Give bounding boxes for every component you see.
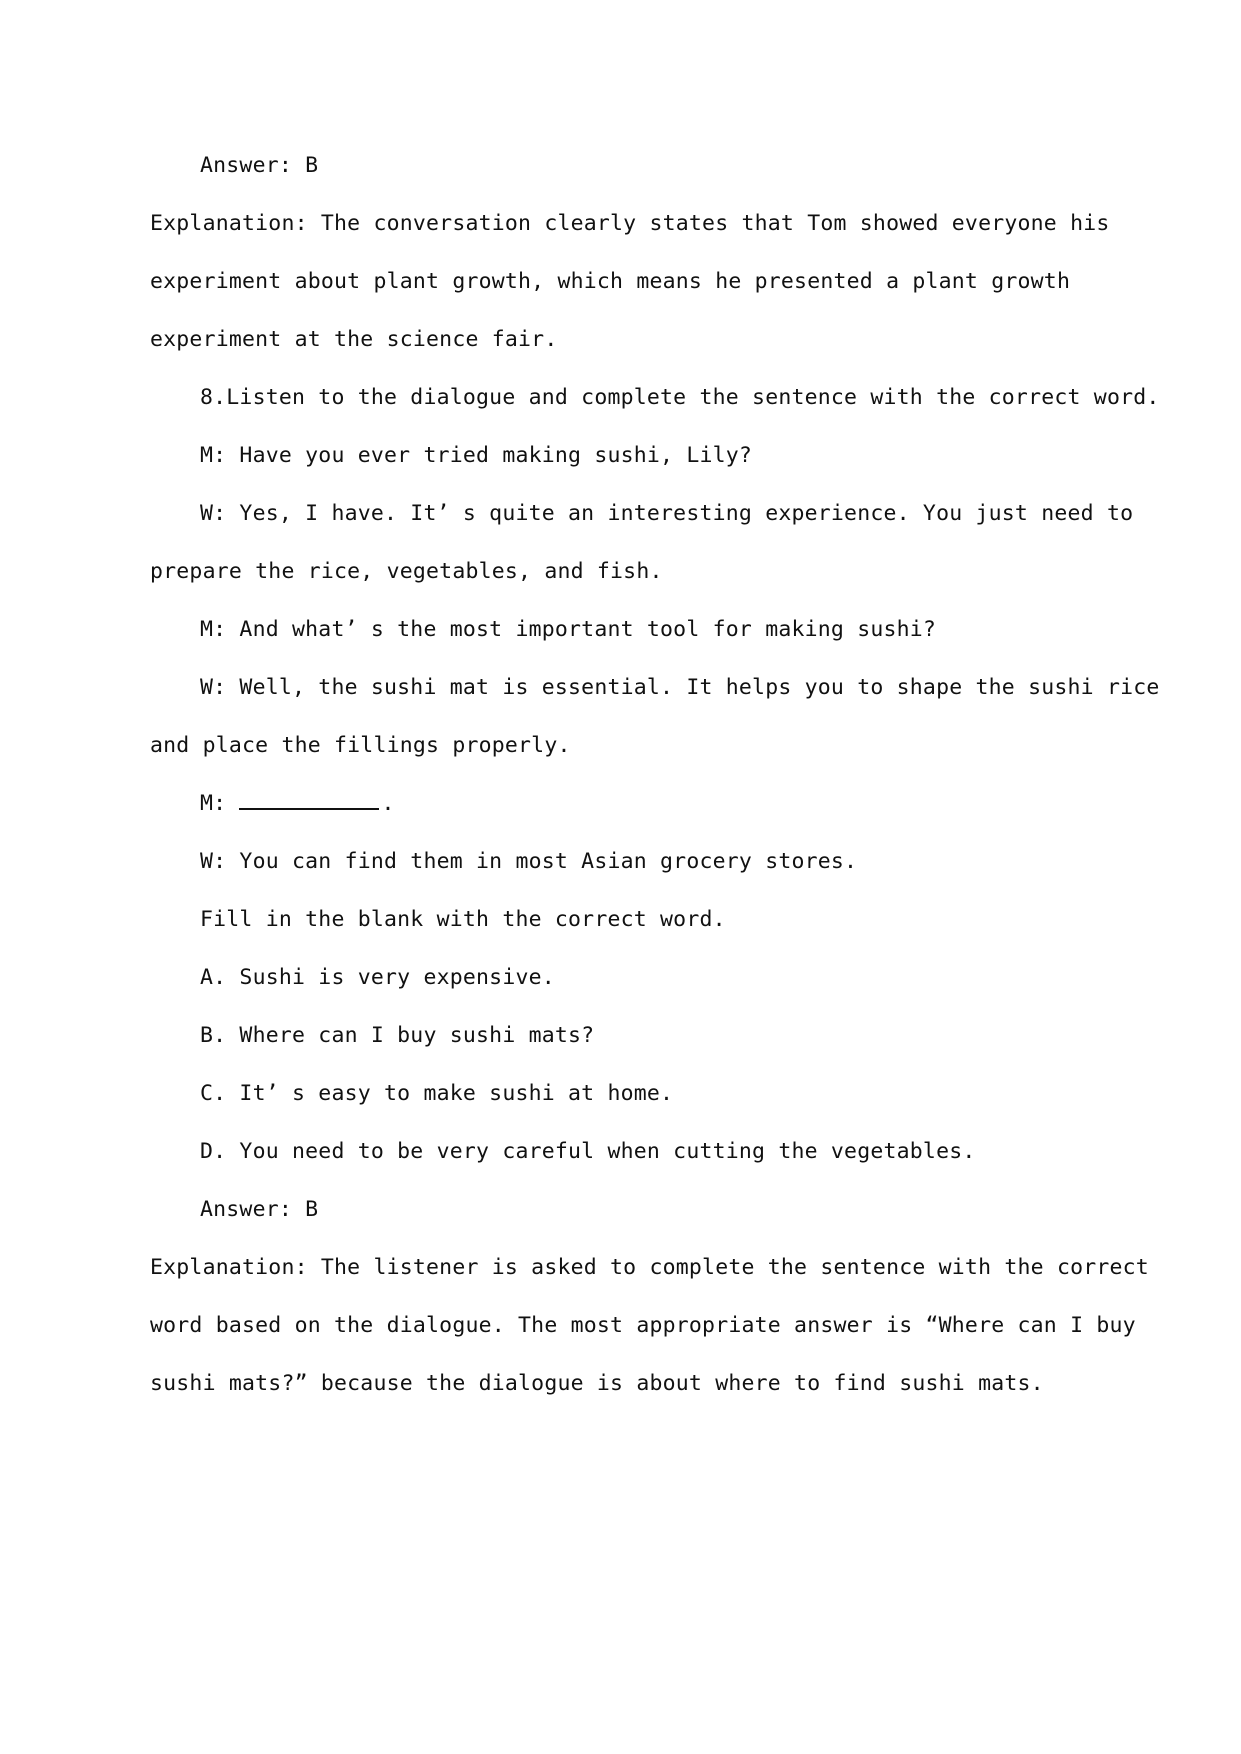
option-c: C. It’ s easy to make sushi at home. bbox=[200, 1081, 674, 1106]
dialogue-line-3: prepare the rice, vegetables, and fish. bbox=[150, 559, 663, 584]
blank-line-end: . bbox=[381, 791, 395, 816]
option-b: B. Where can I buy sushi mats? bbox=[200, 1023, 595, 1048]
explanation-line-3: sushi mats?” because the dialogue is about where to find sushi mats. bbox=[150, 1371, 1044, 1396]
previous-answer: Answer: B bbox=[200, 153, 319, 178]
previous-explanation-line-1: Explanation: The conversation clearly states that Tom showed everyone his bbox=[150, 211, 1110, 236]
previous-explanation-line-2: experiment about plant growth, which means he presented a plant growth bbox=[150, 269, 1071, 294]
dialogue-line-1: M: Have you ever tried making sushi, Lily? bbox=[200, 443, 753, 468]
answer-blank bbox=[239, 786, 379, 810]
dialogue-line-4: M: And what’ s the most important tool for making sushi? bbox=[200, 617, 937, 642]
question-prompt: 8.Listen to the dialogue and complete the sentence with the correct word. bbox=[200, 385, 1160, 410]
option-a: A. Sushi is very expensive. bbox=[200, 965, 555, 990]
fill-in-instruction: Fill in the blank with the correct word. bbox=[200, 907, 726, 932]
previous-explanation-line-3: experiment at the science fair. bbox=[150, 327, 558, 352]
dialogue-line-5: W: Well, the sushi mat is essential. It helps you to shape the sushi rice bbox=[200, 675, 1160, 700]
explanation-line-2: word based on the dialogue. The most appropriate answer is “Where can I buy bbox=[150, 1313, 1136, 1338]
explanation-line-1: Explanation: The listener is asked to complete the sentence with the correct bbox=[150, 1255, 1149, 1280]
option-d: D. You need to be very careful when cutting the vegetables. bbox=[200, 1139, 976, 1164]
dialogue-line-end: W: You can find them in most Asian grocery stores. bbox=[200, 849, 858, 874]
dialogue-blank-line bbox=[200, 786, 1160, 822]
blank-line-speaker: M: bbox=[200, 791, 240, 816]
dialogue-line-6: and place the fillings properly. bbox=[150, 733, 571, 758]
answer-line: Answer: B bbox=[200, 1197, 319, 1222]
dialogue-line-2: W: Yes, I have. It’ s quite an interesting experience. You just need to bbox=[200, 501, 1134, 526]
